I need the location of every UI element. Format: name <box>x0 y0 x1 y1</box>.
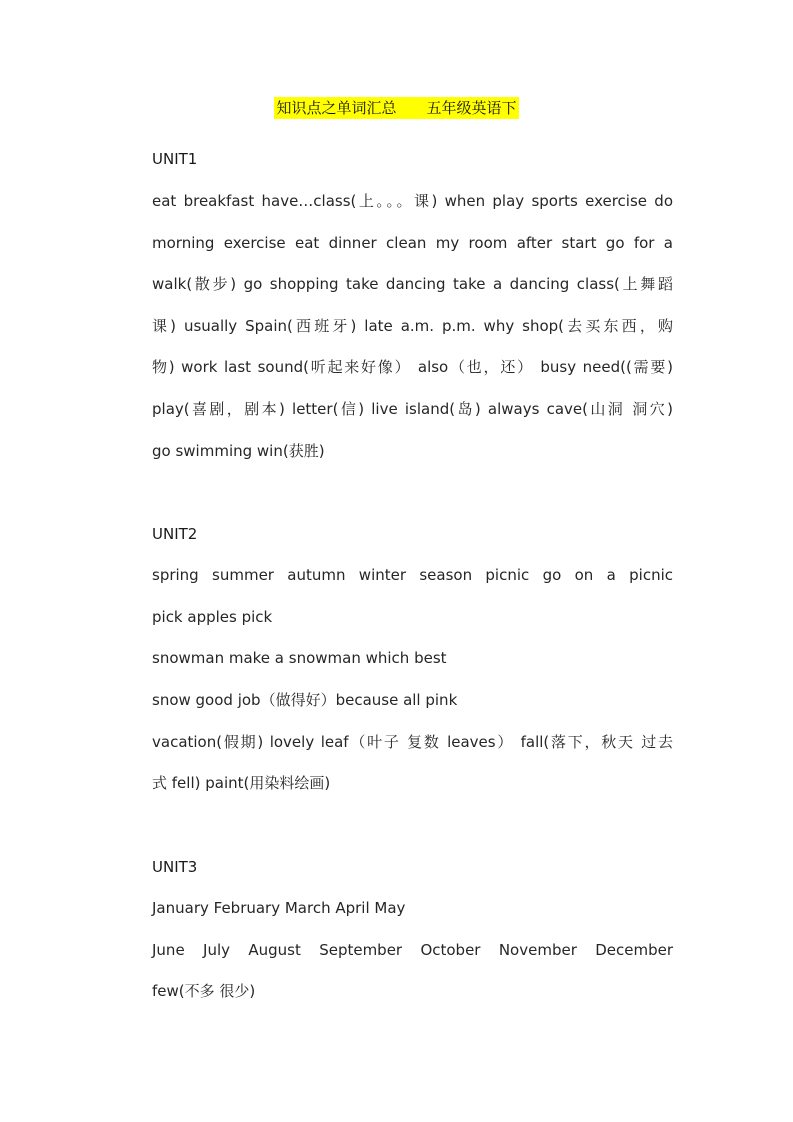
vocab-line: play(喜剧，剧本) letter(信) live island(岛) always cave(山洞 洞穴) <box>152 400 673 418</box>
vocab-line: go swimming win(获胜) <box>152 442 325 460</box>
vocab-line: 课) usually Spain(西班牙) late a.m. p.m. why shop(去买东西，购 <box>152 317 673 335</box>
vocab-line: snow good job（做得好）because all pink <box>152 691 458 709</box>
unit-heading: UNIT2 <box>152 525 198 543</box>
vocab-line: snowman make a snowman which best <box>152 649 447 667</box>
vocab-line: 物) work last sound(听起来好像） also（也，还） busy need((需要) <box>152 358 673 376</box>
vocab-line: vacation(假期) lovely leaf（叶子 复数 leaves） fall(落下，秋天 过去 <box>152 733 673 751</box>
title-wrapper <box>0 97 793 119</box>
vocab-line: few(不多 很少) <box>152 982 256 1000</box>
vocab-line: eat breakfast have…class(上。。。课) when play sports exercise do <box>152 192 673 210</box>
unit-heading: UNIT3 <box>152 858 198 876</box>
vocab-line: spring summer autumn winter season picnic go on a picnic <box>152 566 673 584</box>
vocab-line: 式 fell) paint(用染料绘画) <box>152 774 331 792</box>
vocab-line: January February March April May <box>152 899 406 917</box>
vocab-line: walk(散步) go shopping take dancing take a dancing class(上舞蹈 <box>152 275 673 293</box>
page-title: 知识点之单词汇总 五年级英语下 <box>276 99 517 117</box>
vocab-line: pick apples pick <box>152 608 273 626</box>
unit-heading: UNIT1 <box>152 150 198 168</box>
vocab-line: morning exercise eat dinner clean my room after start go for a <box>152 234 673 252</box>
vocab-line: June July August September October November December <box>152 941 673 959</box>
